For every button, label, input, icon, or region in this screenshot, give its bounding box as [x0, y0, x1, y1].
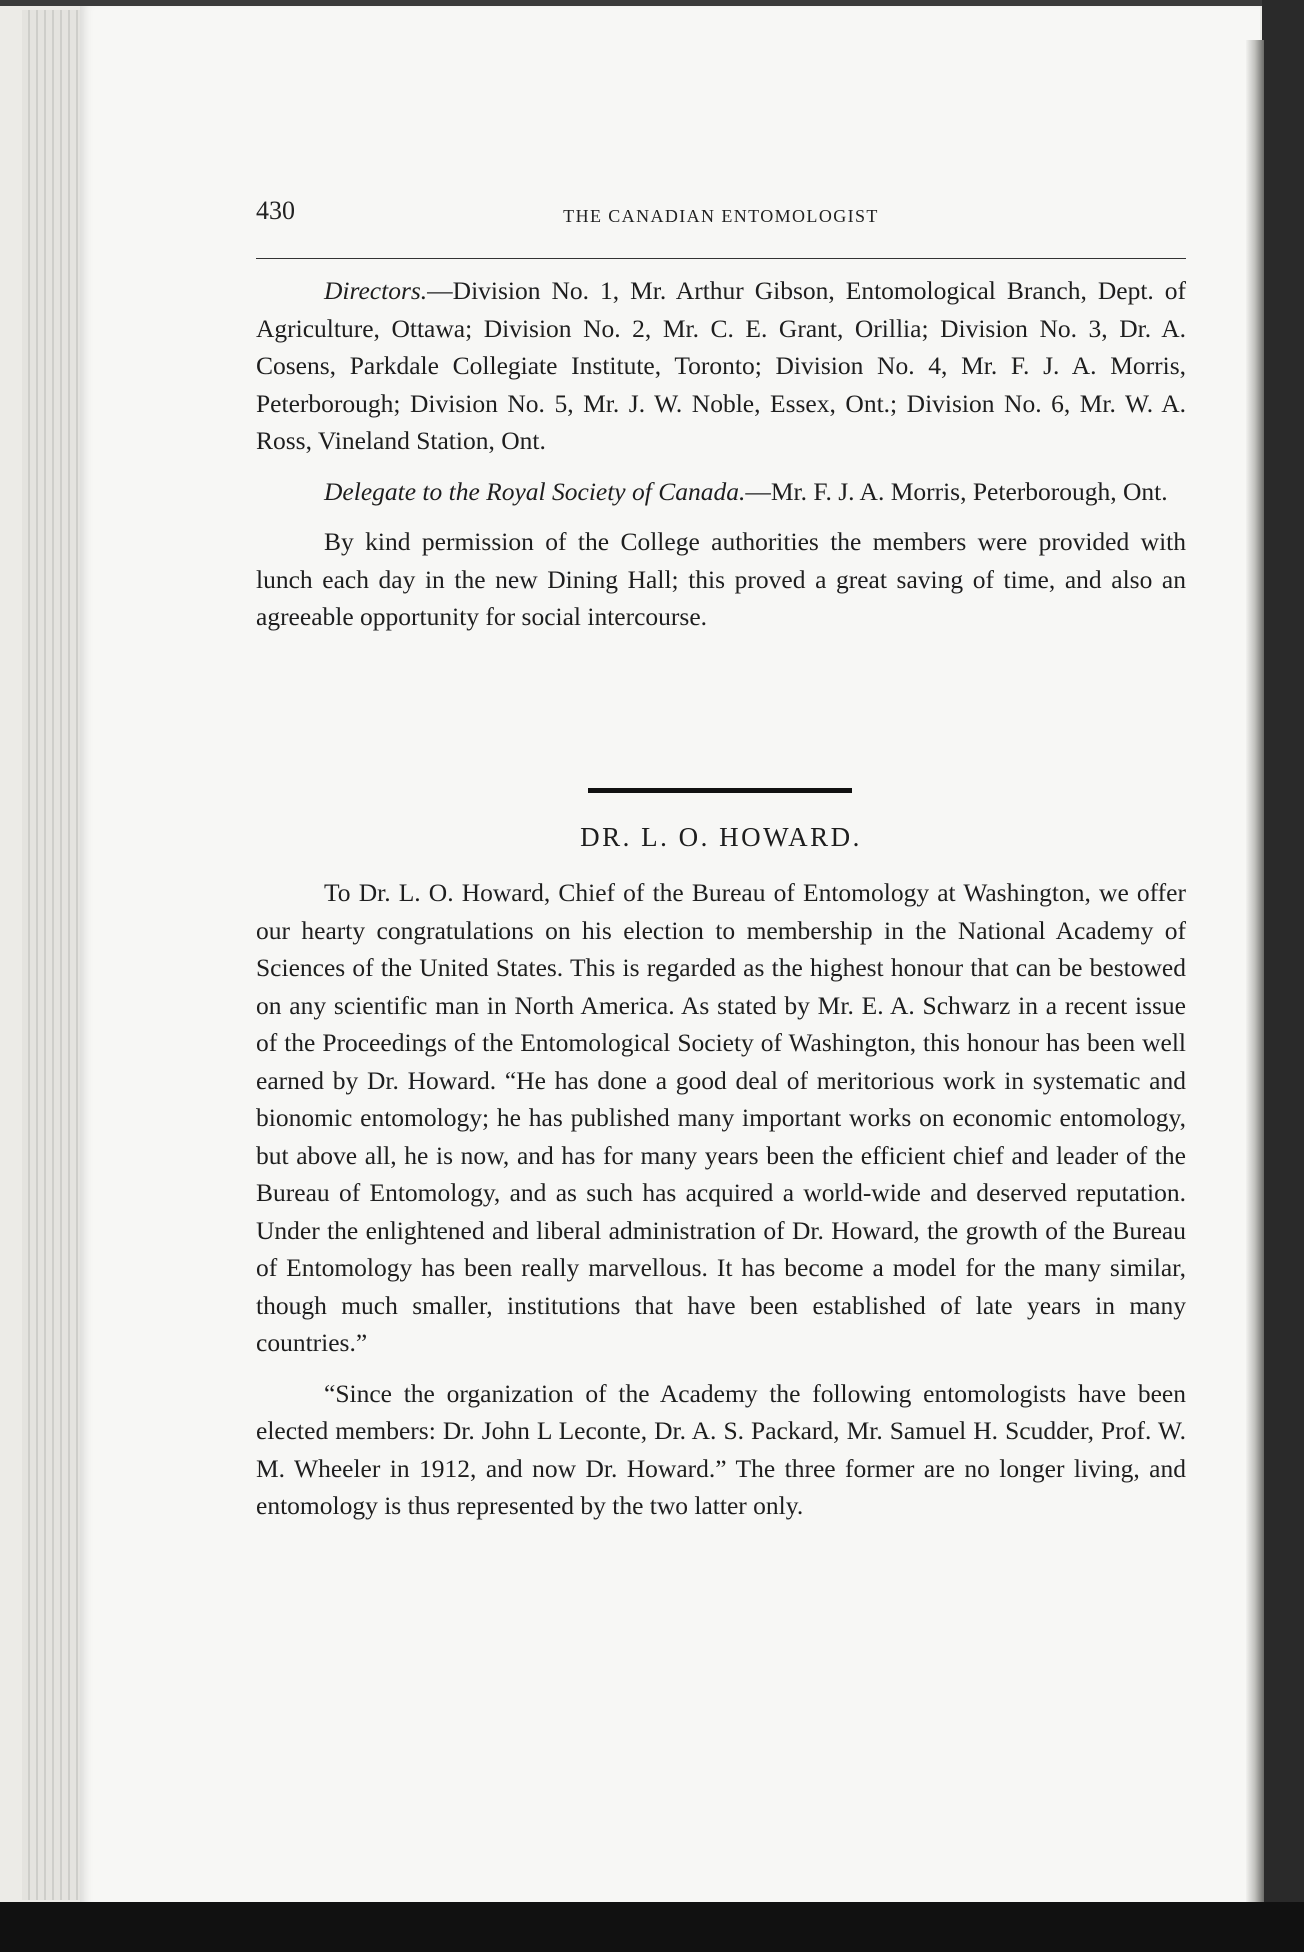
bottom-scan-band [0, 1902, 1304, 1952]
running-title: THE CANADIAN ENTOMOLOGIST [563, 206, 879, 226]
page-fold-shadow [1246, 40, 1264, 1910]
howard-paragraph-2: “Since the organization of the Academy the following entomologists have been elected members: Dr. John L Leconte, Dr. A. S. Packard, Mr. Samuel H. Scudder, Prof. W. M. Wheeler in 1912, and now Dr. Howard.” The three former are no longer living, and entomology is thus represented by the two latter only. [256, 1378, 1186, 1520]
section-heading: DR. L. O. HOWARD. [580, 822, 862, 852]
running-head [256, 196, 1186, 240]
section-divider [588, 788, 852, 793]
directors-text: —Division No. 1, Mr. Arthur Gibson, Entomological Branch, Dept. of Agriculture, Ottawa; Division No. 2, Mr. C. E. Grant, Orillia; Division No. 3, Dr. A. Cosens, Parkdale Collegiate Institute, Toronto; Division No. 4, Mr. F. J. A. Morris, Peterborough; Division No. 5, Mr. J. W. Noble, Essex, Ont.; Division No. 6, Mr. W. A. Ross, Vineland Station, Ont. [256, 276, 1186, 455]
directors-paragraph [256, 272, 1186, 460]
header-rule [256, 258, 1186, 259]
howard-paragraph-1: To Dr. L. O. Howard, Chief of the Bureau of Entomology at Washington, we offer our hearty congratulations on his election to membership in the National Academy of Sciences of the United States. This is regarded as the highest honour that can be bestowed on any scientific man in North America. As stated by Mr. E. A. Schwarz in a recent issue of the Proceedings of the Entomological Society of Washington, this honour has been well earned by Dr. Howard. “He has done a good deal of meritorious work in systematic and bionomic entomology; he has published many important works on economic entomology, but above all, he is now, and has for many years been the efficient chief and leader of the Bureau of Entomology, and as such has acquired a world-wide and deserved reputation. Under the enlightened and liberal administration of Dr. Howard, the growth of the Bureau of Entomology has been really marvellous. It has become a model for the many similar, though much smaller, institutions that have been established of late years in many countries.” [256, 878, 1186, 1357]
directors-label: Directors. [324, 276, 428, 305]
lunch-paragraph: By kind permission of the College authorities the members were provided with lunch each day in the new Dining Hall; this proved a great saving of time, and also an agreeable opportunity for social intercourse. [256, 527, 1186, 631]
text-block-officers [256, 272, 1186, 636]
text-block-howard [256, 874, 1186, 1525]
page-edges [22, 10, 82, 1900]
delegate-paragraph [256, 473, 1186, 511]
delegate-text: —Mr. F. J. A. Morris, Peterborough, Ont. [745, 476, 1168, 506]
delegate-label: Delegate to the Royal Society of Canada. [324, 476, 746, 506]
page-number: 430 [256, 196, 295, 225]
